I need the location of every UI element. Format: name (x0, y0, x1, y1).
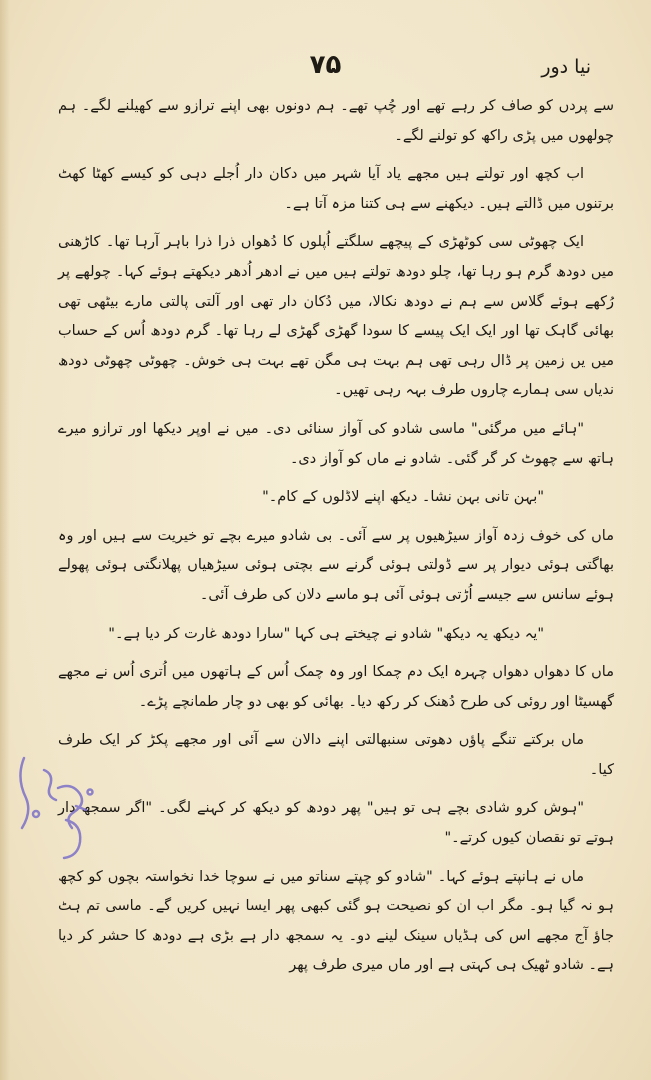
paragraph: "ہوش کرو شادی بچے ہی تو ہیں" پھر دودھ کو دیکھ کر کہنے لگی۔ "اگر سمجھ دار ہوتے تو نقصان کیوں کرتے۔" (58, 800, 614, 847)
body-text (58, 92, 614, 990)
paragraph: ماں برکتے تنگے پاؤں دھوتی سنبھالتی اپنے دالان سے آئی اور مجھے پکڑ کر ایک طرف کیا۔ (58, 732, 614, 778)
paragraph: "بہن تانی بہن نشا۔ دیکھ اپنے لاڈلوں کے کام۔" (262, 489, 544, 506)
running-title: نیا دور (541, 56, 591, 78)
paragraph: ماں نے ہانپتے ہوئے کہا۔ "شادو کو چپتے سناتو میں نے سوچا خدا نخواستہ بچوں کو کچھ ہو نہ گیا ہو۔ مگر اب ان کو نصیحت ہو گئی کبھی پھر ایسا نہیں کریں گے۔ ماسی تم ہٹ جاؤ آج مجھے اس کی ہڈیاں سینک لینے دو۔ یہ سمجھ دار ہے بڑی ہے دودھ کا حشر کر دیا ہے۔ شادو ٹھیک ہی کہتی ہے اور ماں میری طرف پھر (58, 868, 614, 974)
page-edge-shadow (0, 0, 10, 1080)
library-stamp-icon (6, 748, 106, 868)
paragraph: ماں کا دھواں دھواں چہرہ ایک دم چمکا اور وہ چمک اُس کے ہاتھوں میں اُتری اُس نے مجھے گھسیٹا اور روئی کی طرح دُھنک کر رکھ دیا۔ بھائی کو بھی دو چار طمانچے پڑے۔ (58, 664, 614, 710)
paragraph: اب کچھ اور تولتے ہیں مجھے یاد آیا شہر میں دکان دار اُجلے دہی کو کیسے کھٹا کھٹ برتنوں میں ڈالتے ہیں۔ دیکھنے سے ہی کتنا مزہ آتا ہے۔ (58, 166, 614, 212)
paragraph: ایک چھوٹی سی کوٹھڑی کے پیچھے سلگتے اُپلوں کا دُھواں ذرا ذرا باہر آرہا تھا۔ کاڑھنی میں دودھ گرم ہو رہا تھا، چلو دودھ تولتے ہیں میں نے ادھر اُدھر دیکھتے ہوئے کہا۔ چولھے پر رُکھے ہوئے گلاس سے ہم نے دودھ نکالا، میں دُکان دار تھی اور آلتی پالتی مارے بیٹھی تھی بھائی گاہک تھا اور ایک ایک پیسے کا سودا گھڑی گھڑی لے رہا تھا۔ گرم دودھ اُس کے حساب میں یں زمین پر ڈال رہی تھی ہم بہت ہی مگن تھے بہت ہی خوش۔ چھوٹی چھوٹی دودھ ندیاں سی ہمارے چاروں طرف بہہ رہی تھیں۔ (58, 234, 614, 399)
paragraph: "ہائے میں مرگئی" ماسی شادو کی آواز سنائی دی۔ میں نے اوپر دیکھا اور ترازو میرے ہاتھ سے چھوٹ کر گر گئی۔ شادو نے ماں کو آواز دی۔ (58, 420, 614, 467)
page-header (60, 50, 591, 90)
page-number: ۷۵ (309, 50, 342, 80)
paragraph: "یہ دیکھ یہ دیکھ" شادو نے چیختے ہی کہا "سارا دودھ غارت کر دیا ہے۔" (108, 625, 544, 642)
paragraph: سے پردں کو صاف کر رہے تھے اور چُپ تھے۔ ہم دونوں بھی اپنے ترازو سے کھیلنے لگے۔ ہم چولھوں میں پڑی راکھ کو تولنے لگے۔ (58, 98, 614, 144)
paragraph: ماں کی خوف زدہ آواز سیڑھیوں پر سے آئی۔ بی شادو میرے بچے تو خیریت سے ہیں اور وہ بھاگتی ہوئی دیوار پر سے ڈولتی ہوئی گرنے سے بچتی ہوئی سیڑھیاں پھلانگتی ہوئی پھولے ہوئے سانس سے جیسے اُڑتی ہوئی آئی ہو ماسے دلان کی طرف آئی۔ (58, 527, 614, 603)
